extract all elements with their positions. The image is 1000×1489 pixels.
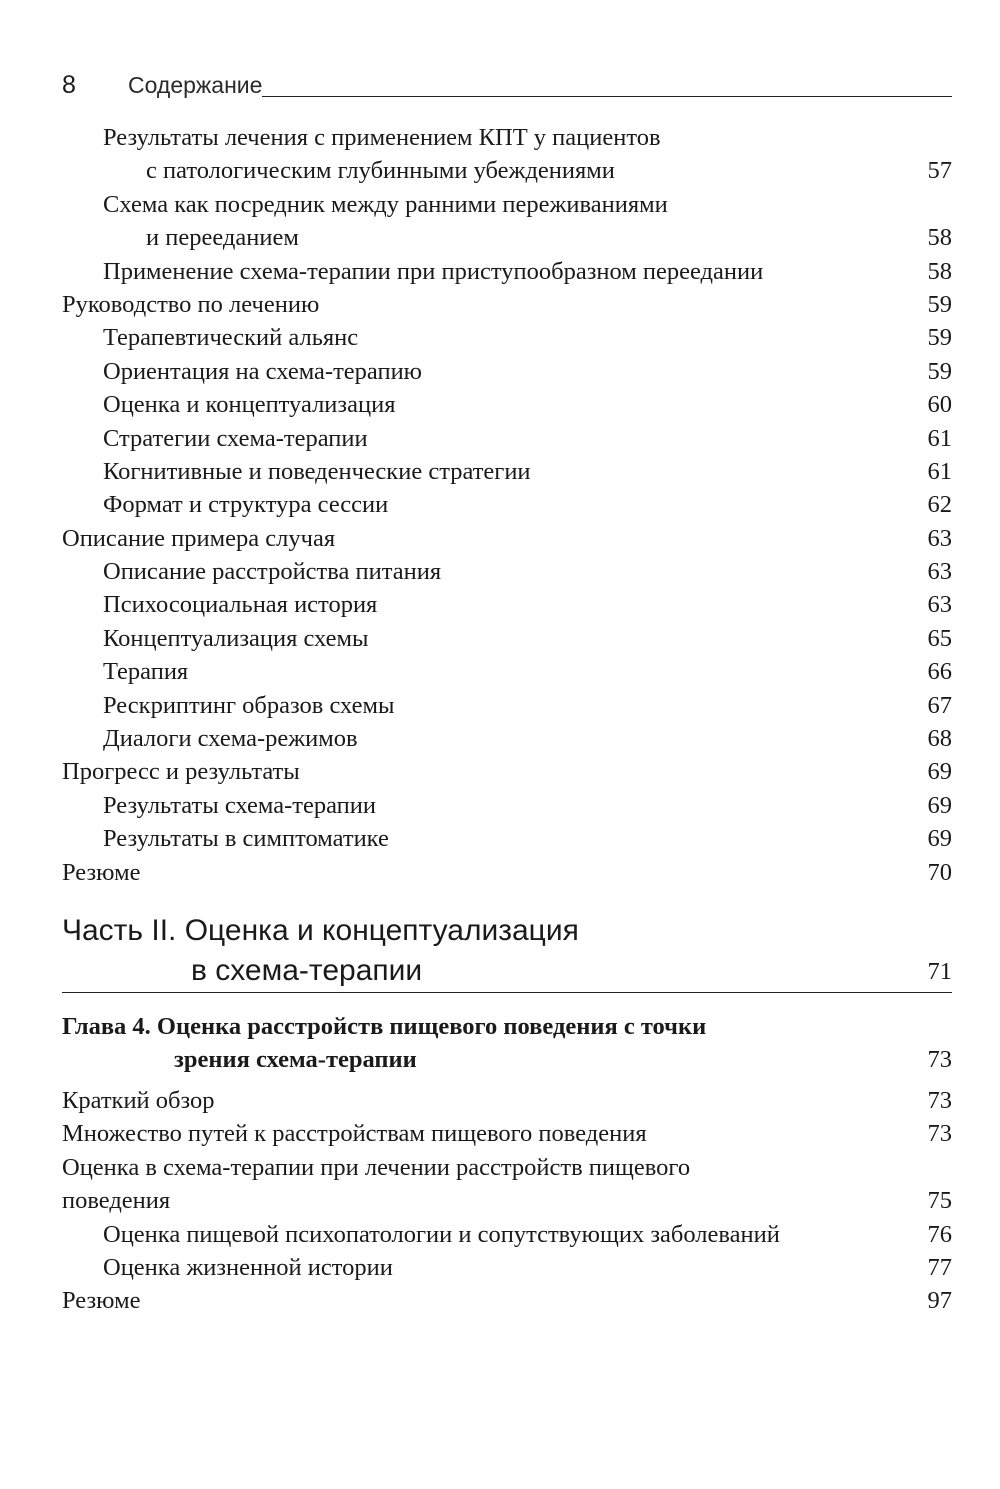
- toc-entry[interactable]: [62, 455, 952, 488]
- toc-entry[interactable]: [62, 655, 952, 688]
- toc-entry[interactable]: [62, 789, 952, 822]
- toc-entry[interactable]: [62, 422, 952, 455]
- chapter-title-line2[interactable]: [62, 1043, 952, 1076]
- toc-entry-page: 59: [927, 324, 952, 352]
- chapter-title-line1[interactable]: [62, 1010, 952, 1043]
- toc-entry-title: и перееданием: [146, 224, 299, 252]
- toc-entry[interactable]: [62, 288, 952, 321]
- toc-entry-page: 59: [927, 290, 952, 318]
- toc-entry-title: поведения: [62, 1187, 171, 1215]
- part-page-number: 71: [927, 958, 952, 985]
- toc-entry[interactable]: [62, 722, 952, 755]
- toc-entry[interactable]: [62, 488, 952, 521]
- toc-entry[interactable]: [62, 755, 952, 788]
- toc-entry-page: 59: [927, 357, 952, 385]
- toc-entry-title: Концептуализация схемы: [103, 624, 369, 652]
- toc-entry-title: Психосоциальная история: [103, 591, 378, 619]
- part-title-line2: в схема-терапии: [191, 954, 423, 987]
- toc-entry-title: Описание примера случая: [62, 524, 336, 552]
- toc-entry-title: Множество путей к расстройствам пищевого поведения: [62, 1120, 647, 1148]
- toc-entry[interactable]: [62, 822, 952, 855]
- toc-entry-title: Рескриптинг образов схемы: [103, 691, 395, 719]
- chapter-heading: [62, 1010, 952, 1077]
- toc-entry-page: 58: [927, 224, 952, 252]
- toc-entry-page: 69: [927, 825, 952, 853]
- toc-entry-page: 61: [927, 457, 952, 485]
- toc-entry-page: 75: [927, 1187, 952, 1215]
- toc-entry-page: 63: [927, 524, 952, 552]
- running-header: [62, 68, 952, 102]
- toc-entry-page: 62: [927, 491, 952, 519]
- toc-entry-title: Когнитивные и поведенческие стратегии: [103, 457, 531, 485]
- chapter-page-number: 73: [927, 1046, 952, 1074]
- toc-entry-page: 68: [927, 725, 952, 753]
- toc-entry-page: 67: [927, 691, 952, 719]
- toc-entry[interactable]: [62, 1117, 952, 1150]
- toc-entry-page: 69: [927, 758, 952, 786]
- part-rule: [62, 992, 952, 993]
- chapter-title-text: Глава 4. Оценка расстройств пищевого поведения с точки: [62, 1013, 707, 1040]
- toc-entry-page: 63: [927, 591, 952, 619]
- toc-entry[interactable]: [62, 355, 952, 388]
- toc-entry[interactable]: [62, 255, 952, 288]
- toc-entry-title: Прогресс и результаты: [62, 758, 300, 786]
- toc-entry-title: Резюме: [62, 858, 141, 886]
- toc-section-top: [62, 121, 952, 889]
- toc-entry[interactable]: [62, 1218, 952, 1251]
- toc-entry-page: 73: [927, 1120, 952, 1148]
- toc-entry[interactable]: [62, 555, 952, 588]
- toc-entry-title: Формат и структура сессии: [103, 491, 389, 519]
- toc-entry-title: Терапия: [103, 658, 189, 686]
- toc-entry[interactable]: [62, 221, 952, 254]
- toc-entry-title: Стратегии схема-терапии: [103, 424, 368, 452]
- toc-entry-title: с патологическим глубинными убеждениями: [146, 157, 615, 185]
- toc-entry-title: Терапевтический альянс: [103, 324, 359, 352]
- toc-entry[interactable]: [62, 588, 952, 621]
- toc-entry[interactable]: [62, 1084, 952, 1117]
- toc-entry-title: Оценка в схема-терапии при лечении расстройств пищевого: [62, 1153, 691, 1181]
- toc-entry-title: Краткий обзор: [62, 1087, 215, 1114]
- toc-entry-title: Результаты схема-терапии: [103, 791, 376, 819]
- toc-entry-title: Оценка пищевой психопатологии и сопутствующих заболеваний: [103, 1220, 780, 1248]
- chapter-title-text-cont: зрения схема-терапии: [174, 1046, 417, 1074]
- toc-entry-page: 66: [927, 658, 952, 686]
- running-title: Содержание: [128, 72, 263, 98]
- toc-entry-page: 73: [927, 1087, 952, 1114]
- toc-entry[interactable]: [62, 388, 952, 421]
- toc-entry[interactable]: [62, 154, 952, 187]
- toc-entry-page: 76: [927, 1220, 952, 1248]
- toc-entry-title: Резюме: [62, 1287, 141, 1315]
- part-heading: [62, 912, 952, 994]
- toc-entry-page: 77: [927, 1253, 952, 1281]
- toc-entry[interactable]: [62, 856, 952, 889]
- toc-entry-page: 57: [927, 157, 952, 185]
- toc-entry[interactable]: [62, 1284, 952, 1317]
- part-title-line1: Часть II. Оценка и концептуализация: [62, 914, 579, 947]
- toc-entry-title: Ориентация на схема-терапию: [103, 357, 422, 385]
- toc-entry-title: Описание расстройства питания: [103, 558, 442, 586]
- toc-entry-title: Схема как посредник между ранними переживаниями: [103, 190, 668, 218]
- toc-entry-page: 69: [927, 791, 952, 819]
- toc-entry-page: 97: [927, 1287, 952, 1315]
- toc-entry-page: 58: [927, 257, 952, 285]
- toc-entry[interactable]: [62, 1151, 952, 1184]
- toc-entry-title: Оценка жизненной истории: [103, 1253, 393, 1281]
- toc-entry-title: Результаты лечения с применением КПТ у пациентов: [103, 124, 661, 151]
- toc-entry-title: Диалоги схема-режимов: [103, 725, 358, 753]
- toc-entry-title: Результаты в симптоматике: [103, 825, 389, 853]
- toc-entry-page: 60: [927, 391, 952, 419]
- toc-entry[interactable]: [62, 522, 952, 555]
- toc-entry[interactable]: [62, 622, 952, 655]
- toc-entry[interactable]: [62, 1184, 952, 1217]
- toc-entry-page: 61: [927, 424, 952, 452]
- toc-entry-page: 65: [927, 624, 952, 652]
- toc-entry-page: 70: [927, 858, 952, 886]
- header-rule: [262, 96, 952, 97]
- toc-entry-title: Руководство по лечению: [62, 290, 320, 318]
- toc-entry-title: Оценка и концептуализация: [103, 391, 396, 419]
- toc-entry[interactable]: [62, 1251, 952, 1284]
- toc-entry[interactable]: [62, 321, 952, 354]
- toc-entry[interactable]: [62, 188, 952, 221]
- toc-entry[interactable]: [62, 121, 952, 154]
- toc-entry-title: Применение схема-терапии при приступообразном переедании: [103, 257, 764, 285]
- toc-entry-page: 63: [927, 558, 952, 586]
- page-number: 8: [62, 71, 76, 99]
- toc-section-bottom: [62, 1084, 952, 1318]
- toc-entry[interactable]: [62, 689, 952, 722]
